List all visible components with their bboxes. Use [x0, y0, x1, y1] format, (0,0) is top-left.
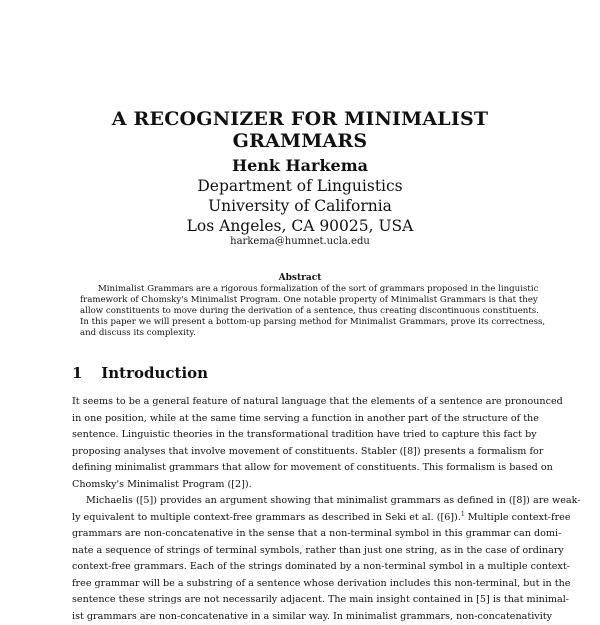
affiliation-university: University of California	[0, 196, 600, 216]
body-line: proposing analyses that involve movement of constituents. Stabler ([8]) presents a formalism for	[72, 444, 528, 461]
body-line: nate a sequence of strings of terminal symbols, rather than just one string, as in the case of ordinary	[72, 543, 528, 560]
abstract-body	[80, 284, 520, 339]
author-email: harkema@humnet.ucla.edu	[0, 236, 600, 248]
affiliation-department: Department of Linguistics	[0, 176, 600, 196]
body-line: context-free grammars. Each of the strings dominated by a non-terminal symbol in a multiple context-	[72, 559, 528, 576]
body-line: grammars are non-concatenative in the sense that a non-terminal symbol in this grammar can domi-	[72, 526, 528, 543]
affiliation-address: Los Angeles, CA 90025, USA	[0, 216, 600, 236]
abstract-line: and discuss its complexity.	[80, 328, 520, 339]
title-line-2: GRAMMARS	[0, 130, 600, 152]
body-line: defining minimalist grammars that allow for movement of constituents. This formalism is based on	[72, 460, 528, 477]
abstract-line: In this paper we will present a bottom-up parsing method for Minimalist Grammars, prove its correctness,	[80, 317, 520, 328]
body-line: sentence. Linguistic theories in the transformational tradition have tried to capture this fact by	[72, 427, 528, 444]
body-line-with-footnote	[72, 510, 528, 527]
body-line: in one position, while at the same time serving a function in another part of the structure of the	[72, 411, 528, 428]
abstract-line: allow constituents to move during the derivation of a sentence, thus creating discontinuous constituents.	[80, 306, 520, 317]
abstract-heading: Abstract	[0, 273, 600, 284]
body-line: free grammar will be a substring of a sentence whose derivation includes this non-terminal, but in the	[72, 576, 528, 593]
body-line-tail: Multiple context-free	[465, 512, 571, 523]
body-line: It seems to be a general feature of natural language that the elements of a sentence are pronounced	[72, 394, 528, 411]
section-title: Introduction	[101, 364, 208, 382]
introduction-body	[72, 394, 528, 625]
section-heading	[72, 364, 208, 382]
body-line: sentence these strings are not necessarily adjacent. The main insight contained in [5] is that minimal-	[72, 592, 528, 609]
body-line: Chomsky's Minimalist Program ([2]).	[72, 477, 528, 494]
footnote-marker: 1	[461, 510, 465, 517]
affiliation	[0, 176, 600, 236]
abstract-line: framework of Chomsky's Minimalist Program. One notable property of Minimalist Grammars is that they	[80, 295, 520, 306]
author-name: Henk Harkema	[0, 156, 600, 176]
body-line: Michaelis ([5]) provides an argument showing that minimalist grammars as defined in ([8]) are weak-	[72, 493, 528, 510]
paper-title	[0, 108, 600, 152]
body-line-text: ly equivalent to multiple context-free grammars as described in Seki et al. ([6]).	[72, 512, 461, 523]
body-line: ist grammars are non-concatenative in a similar way. In minimalist grammars, non-concatenativity	[72, 609, 528, 625]
abstract-line: Minimalist Grammars are a rigorous formalization of the sort of grammars proposed in the linguistic	[80, 284, 520, 295]
section-number: 1	[72, 364, 96, 382]
title-line-1: A RECOGNIZER FOR MINIMALIST	[0, 108, 600, 130]
